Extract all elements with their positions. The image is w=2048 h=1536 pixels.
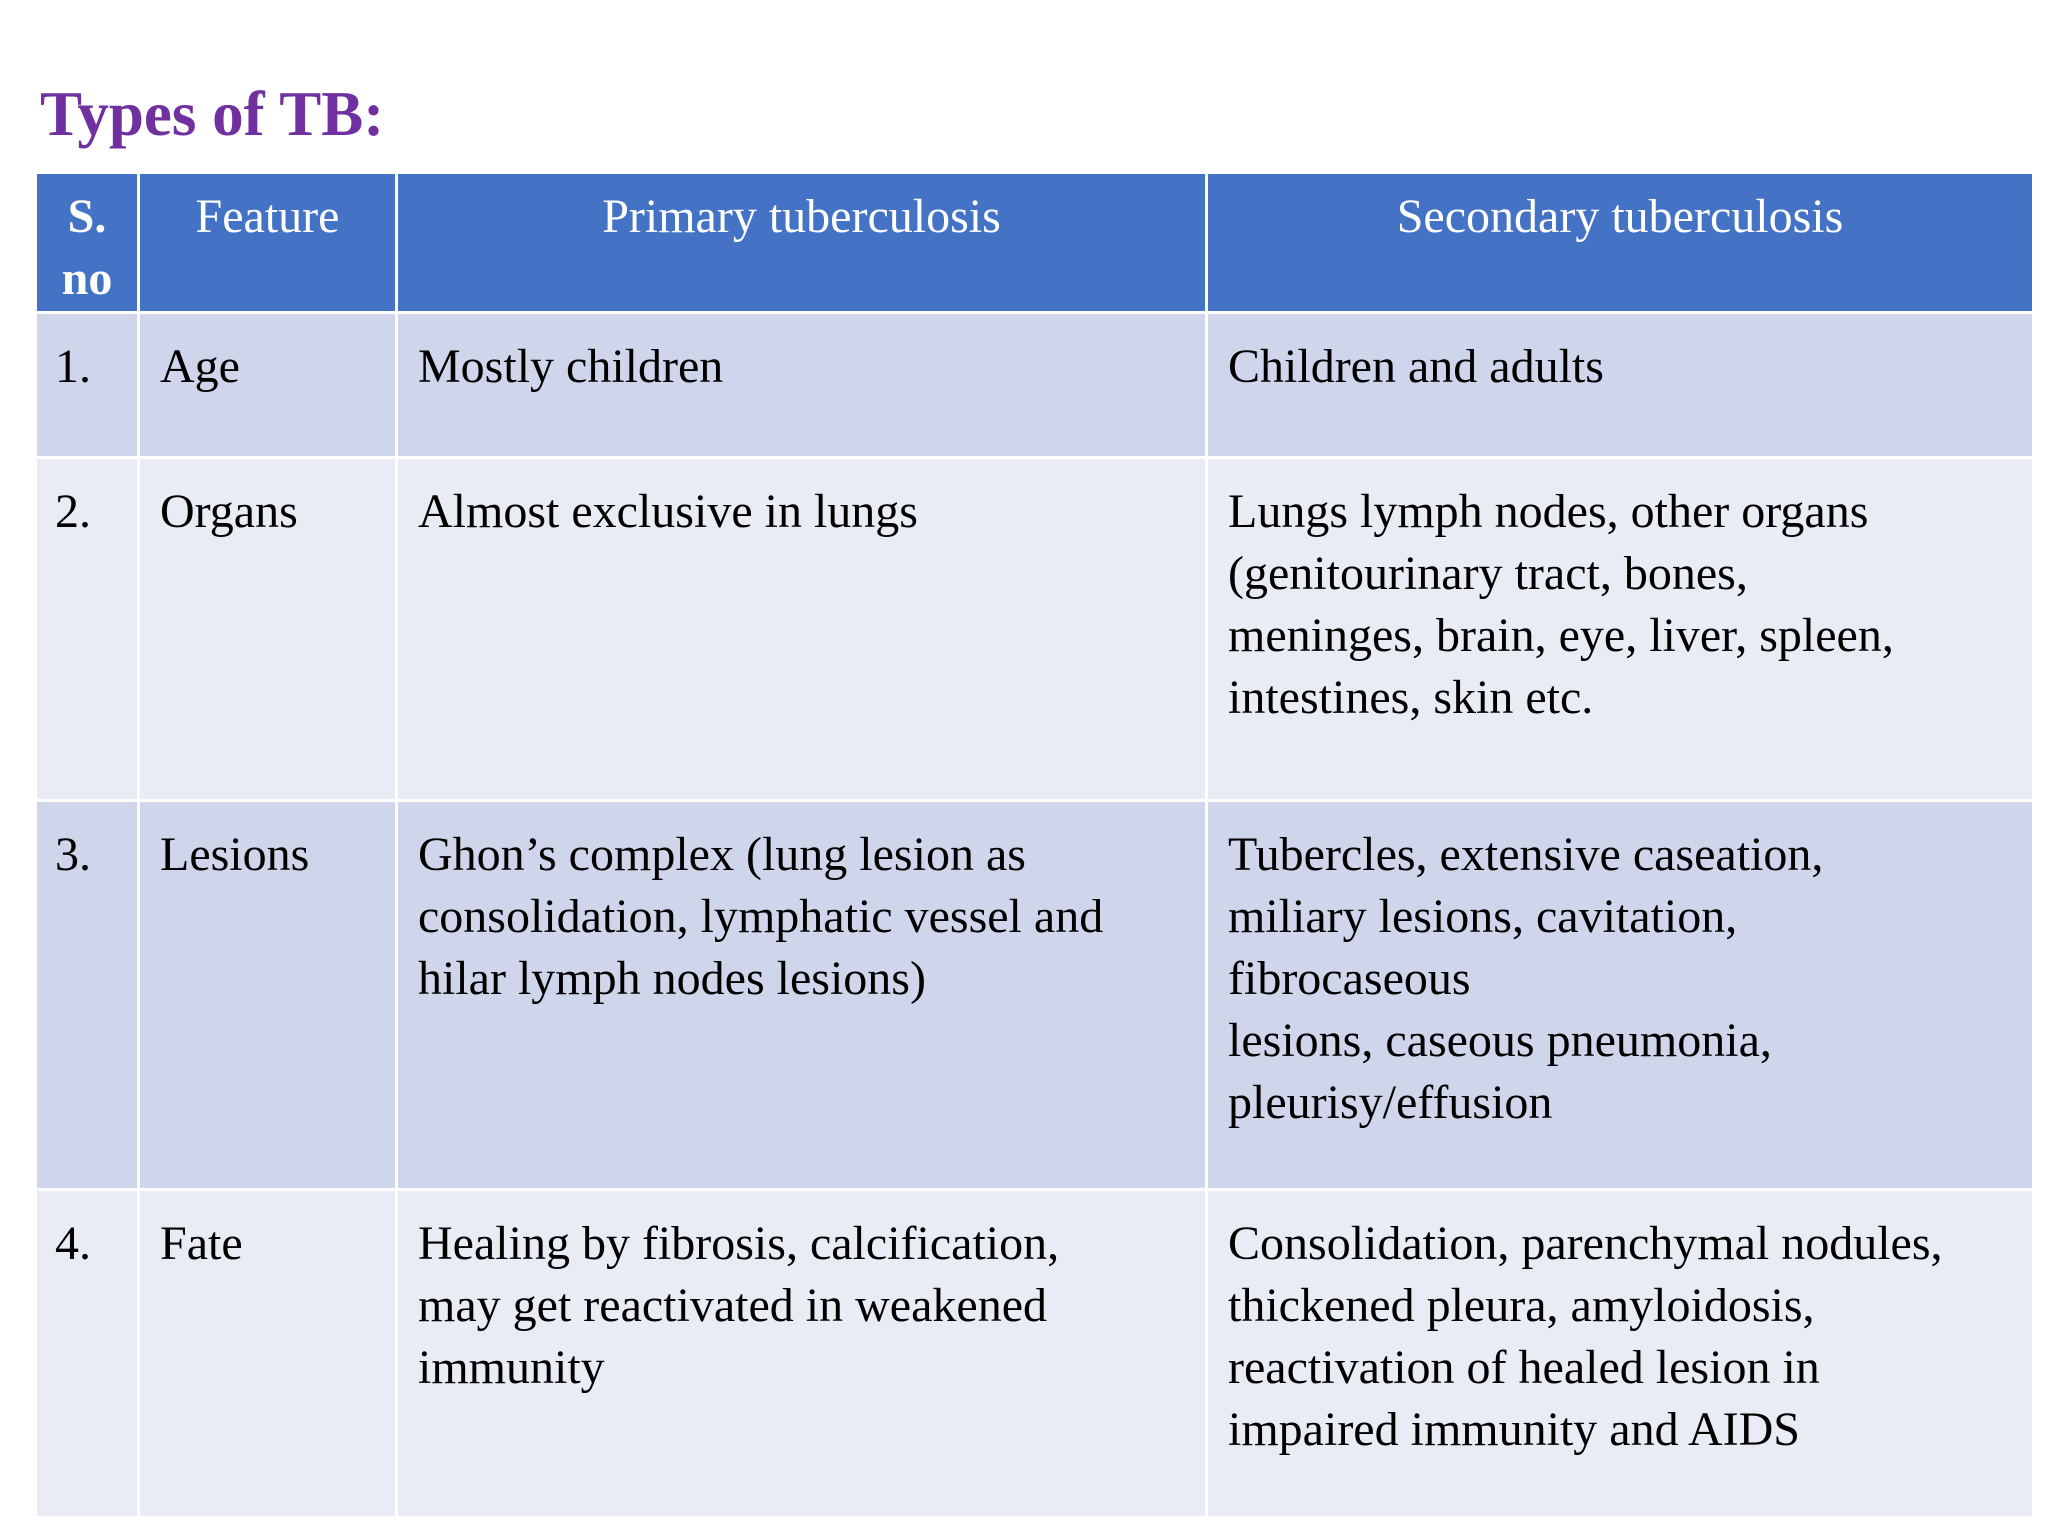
row-sno: 2. <box>36 458 139 801</box>
row-primary <box>397 313 1207 458</box>
cell-line: Tubercles, extensive caseation, <box>1228 828 1824 881</box>
table-row <box>36 1190 2034 1518</box>
row-primary <box>397 458 1207 801</box>
cell-line: Mostly children <box>418 340 724 393</box>
row-secondary <box>1207 458 2034 801</box>
header-sno: S. no <box>36 173 139 313</box>
cell-line: hilar lymph nodes lesions) <box>418 952 926 1005</box>
cell-line: immunity <box>418 1341 605 1394</box>
cell-line: thickened pleura, amyloidosis, <box>1228 1279 1815 1332</box>
cell-line: miliary lesions, cavitation, <box>1228 890 1738 943</box>
table-row <box>36 313 2034 458</box>
cell-line: impaired immunity and AIDS <box>1228 1403 1800 1456</box>
row-feature: Fate <box>139 1190 397 1518</box>
cell-line: Healing by fibrosis, calcification, <box>418 1217 1060 1270</box>
header-feature: Feature <box>139 173 397 313</box>
cell-line: consolidation, lymphatic vessel and <box>418 890 1104 943</box>
cell-line: may get reactivated in weakened <box>418 1279 1048 1332</box>
table-row <box>36 458 2034 801</box>
cell-line: Children and adults <box>1228 340 1604 393</box>
table-header-row <box>36 173 2034 313</box>
row-primary <box>397 801 1207 1190</box>
header-secondary: Secondary tuberculosis <box>1207 173 2034 313</box>
cell-line: intestines, skin etc. <box>1228 671 1594 724</box>
row-sno: 4. <box>36 1190 139 1518</box>
row-primary <box>397 1190 1207 1518</box>
row-feature: Organs <box>139 458 397 801</box>
slide-title: Types of TB: <box>40 79 385 149</box>
tb-comparison-table <box>34 171 2035 1519</box>
cell-line: Almost exclusive in lungs <box>418 485 918 538</box>
cell-line: Ghon’s complex (lung lesion as <box>418 828 1026 881</box>
cell-line: Lungs lymph nodes, other organs <box>1228 485 1869 538</box>
cell-line: lesions, caseous pneumonia, <box>1228 1014 1772 1067</box>
row-secondary <box>1207 313 2034 458</box>
row-feature: Age <box>139 313 397 458</box>
cell-line: meninges, brain, eye, liver, spleen, <box>1228 609 1894 662</box>
row-secondary <box>1207 801 2034 1190</box>
row-sno: 1. <box>36 313 139 458</box>
cell-line: pleurisy/effusion <box>1228 1076 1553 1129</box>
row-secondary <box>1207 1190 2034 1518</box>
table-row <box>36 801 2034 1190</box>
cell-line: fibrocaseous <box>1228 952 1471 1005</box>
cell-line: Consolidation, parenchymal nodules, <box>1228 1217 1943 1270</box>
row-sno: 3. <box>36 801 139 1190</box>
cell-line: reactivation of healed lesion in <box>1228 1341 1820 1394</box>
header-primary: Primary tuberculosis <box>397 173 1207 313</box>
cell-line: (genitourinary tract, bones, <box>1228 547 1748 600</box>
row-feature: Lesions <box>139 801 397 1190</box>
